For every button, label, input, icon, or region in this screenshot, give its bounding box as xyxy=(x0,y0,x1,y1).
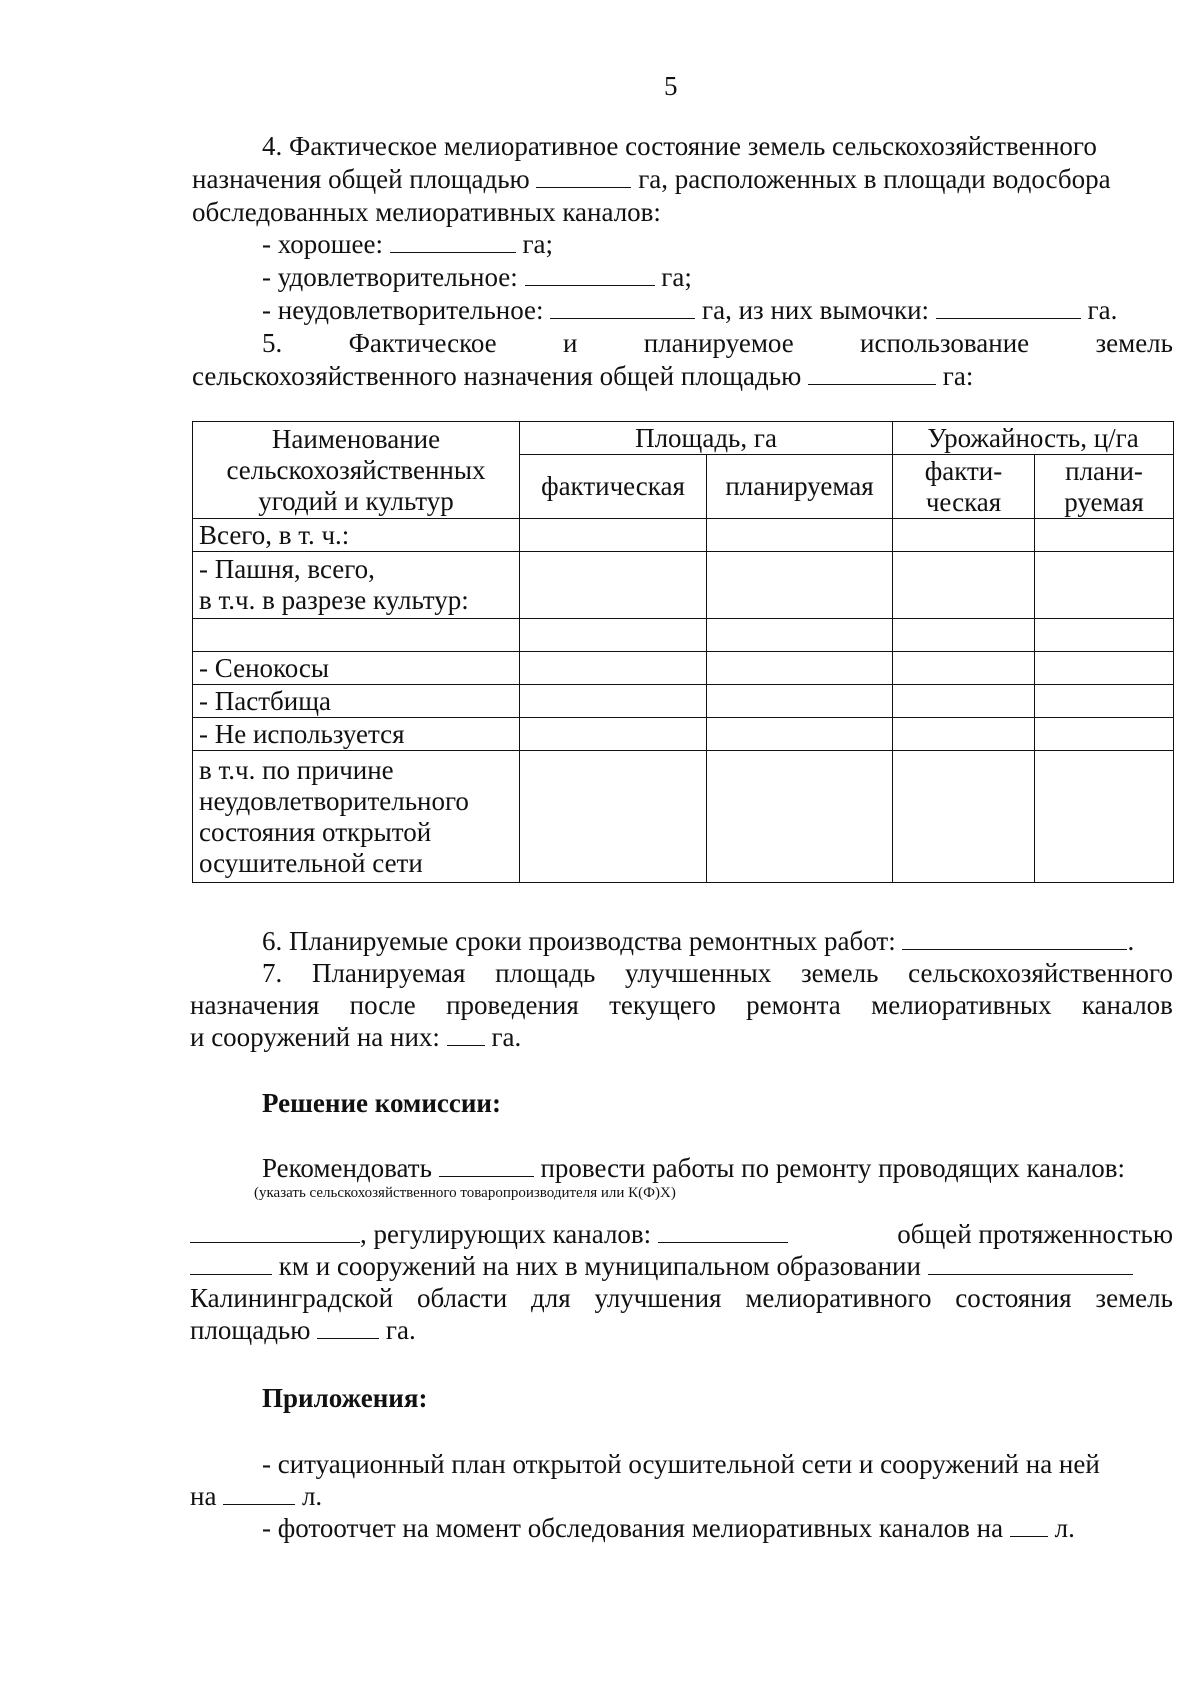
item4-line1: 4. Фактическое мелиоративное состояние земель сельскохозяйственного xyxy=(262,131,1097,161)
decision-line2 xyxy=(190,1218,1173,1250)
waterlogging-unit: га. xyxy=(1087,295,1118,325)
row-label-line: в т.ч. в разрезе культур: xyxy=(199,585,469,615)
recommend-blank xyxy=(439,1152,534,1177)
header-area: Площадь, га xyxy=(520,422,893,455)
regulating-blank xyxy=(658,1218,788,1243)
item5-word: и xyxy=(562,328,578,358)
waterlogging-blank xyxy=(936,294,1081,319)
item6-label: 6. Планируемые сроки производства ремонтных работ: xyxy=(262,926,896,956)
item6-blank xyxy=(902,925,1127,950)
area-label: площадью xyxy=(190,1315,311,1345)
table-cell xyxy=(707,685,893,718)
recommend-label: Рекомендовать xyxy=(262,1153,432,1183)
item7-line3 xyxy=(190,1021,521,1053)
table-row xyxy=(193,718,1174,751)
item7-word: Планируемая xyxy=(311,958,466,988)
regulating-label: , регулирующих каналов: xyxy=(360,1219,652,1249)
decision-line3 xyxy=(190,1250,1133,1282)
item4-area-label: назначения общей площадью xyxy=(192,164,530,194)
header-area-fact: фактическая xyxy=(520,455,707,519)
good-unit: га; xyxy=(522,229,554,259)
item6-line xyxy=(262,925,1134,957)
table-row xyxy=(193,519,1174,552)
item7-area-unit: га. xyxy=(491,1022,522,1052)
decision-word: Калининградской xyxy=(190,1283,394,1313)
appendix2-blank xyxy=(1010,1512,1048,1537)
decision-title: Решение комиссии: xyxy=(262,1088,501,1118)
unsatisfactory-label: - неудовлетворительное: xyxy=(262,295,544,325)
table-cell xyxy=(893,519,1035,552)
header-yield-fact-line: ческая xyxy=(925,486,1002,517)
satisfactory-unit: га; xyxy=(661,262,692,292)
header-name-line: сельскохозяйственных xyxy=(226,454,486,485)
table-cell xyxy=(893,619,1035,652)
row-label-line: осушительной сети xyxy=(199,847,423,878)
table-cell xyxy=(520,519,707,552)
area-blank xyxy=(317,1314,379,1339)
satisfactory-label: - удовлетворительное: xyxy=(262,262,518,292)
row-label: - Пастбища xyxy=(193,685,520,718)
table-cell xyxy=(520,552,707,619)
waterlogging-label: га, из них вымочки: xyxy=(702,295,930,325)
item7-word: каналов xyxy=(1081,990,1173,1020)
table-cell xyxy=(893,718,1035,751)
item5-word: 5. xyxy=(262,328,283,358)
decision-line4 xyxy=(190,1282,1173,1314)
table-cell xyxy=(520,685,707,718)
header-yield-fact xyxy=(893,455,1035,519)
appendix1-on: на xyxy=(190,1481,217,1511)
item5-area-blank xyxy=(808,360,936,385)
table-cell xyxy=(520,619,707,652)
appendix1-unit: л. xyxy=(301,1481,323,1511)
appendices-title: Приложения: xyxy=(262,1383,428,1413)
recommend-rest: провести работы по ремонту проводящих каналов: xyxy=(540,1153,1126,1183)
item7-word: площадь xyxy=(495,958,596,988)
item4-satisfactory xyxy=(262,261,692,293)
header-name-line: угодий и культур xyxy=(258,485,454,516)
appendix1-line2 xyxy=(190,1480,322,1512)
municipality-blank xyxy=(928,1250,1133,1275)
land-use-table xyxy=(192,421,1174,883)
item5-word: планируемое xyxy=(643,328,794,358)
item7-word: проведения xyxy=(446,990,579,1020)
table-cell xyxy=(707,619,893,652)
appendix2-label: - фотоотчет на момент обследования мелиоративных каналов на xyxy=(262,1513,1004,1543)
item5-area-unit: га: xyxy=(942,361,974,391)
row-label: - Не используется xyxy=(193,718,520,751)
header-yield-plan xyxy=(1035,455,1174,519)
item7-word: текущего xyxy=(609,990,716,1020)
table-cell xyxy=(893,552,1035,619)
table-row xyxy=(193,652,1174,685)
table-cell xyxy=(1035,552,1174,619)
row-label-line: в т.ч. по причине xyxy=(199,754,394,785)
decision-note: (указать сельскохозяйственного товаропроизводителя или К(Ф)Х) xyxy=(254,1185,676,1201)
table-cell xyxy=(1035,685,1174,718)
table-cell xyxy=(707,718,893,751)
row-label xyxy=(193,619,520,652)
header-area-plan: планируемая xyxy=(707,455,893,519)
table-cell xyxy=(707,751,893,883)
item5-word: Фактическое xyxy=(348,328,497,358)
table-cell xyxy=(893,685,1035,718)
item7-line1 xyxy=(262,957,1173,989)
page-number: 5 xyxy=(664,71,678,101)
item4-area-unit: га, расположенных в площади водосбора xyxy=(638,164,1111,194)
item7-word: назначения xyxy=(190,990,320,1020)
item5-area-label: сельскохозяйственного назначения общей площадью xyxy=(192,361,802,391)
decision-word: улучшения xyxy=(594,1283,722,1313)
table-cell xyxy=(520,652,707,685)
table-cell xyxy=(707,519,893,552)
item7-word: после xyxy=(349,990,416,1020)
unsatisfactory-blank xyxy=(550,294,695,319)
row-label-line: - Пашня, всего, xyxy=(199,554,375,584)
table-header-row xyxy=(193,422,1174,455)
table-row xyxy=(193,619,1174,652)
length-blank xyxy=(190,1250,272,1275)
header-yield-fact-line: факти- xyxy=(924,455,1003,486)
table-row xyxy=(193,751,1174,883)
row-label xyxy=(193,552,520,619)
area-unit: га. xyxy=(385,1315,416,1345)
decision-word: для xyxy=(531,1283,571,1313)
row-label-line: неудовлетворительного xyxy=(199,785,469,816)
appendix1-blank xyxy=(223,1480,295,1505)
table-cell xyxy=(707,552,893,619)
item6-end: . xyxy=(1127,926,1135,956)
row-label: Всего, в т. ч.: xyxy=(193,519,520,552)
item7-area-blank xyxy=(447,1021,485,1046)
decision-line5 xyxy=(190,1314,416,1346)
table-cell xyxy=(1035,751,1174,883)
item7-word: ремонта xyxy=(746,990,841,1020)
municipality-label: км и сооружений на них в муниципальном образовании xyxy=(278,1251,921,1281)
decision-word: области xyxy=(416,1283,508,1313)
item4-unsatisfactory xyxy=(262,294,1150,326)
header-yield: Урожайность, ц/га xyxy=(893,422,1174,455)
table-cell xyxy=(1035,619,1174,652)
item7-word: земель xyxy=(800,958,879,988)
satisfactory-blank xyxy=(525,261,655,286)
appendix1-line1: - ситуационный план открытой осушительной сети и сооружений на ней xyxy=(262,1449,1100,1479)
table-cell xyxy=(893,652,1035,685)
item7-word: улучшенных xyxy=(625,958,772,988)
item7-word: сельскохозяйственного xyxy=(908,958,1173,988)
decision-line1 xyxy=(262,1152,1125,1184)
decision-word: мелиоративного xyxy=(745,1283,932,1313)
item7-word: мелиоративных xyxy=(871,990,1052,1020)
total-length-label: общей протяженностью xyxy=(897,1219,1173,1249)
decision-word: состояния xyxy=(955,1283,1072,1313)
table-row xyxy=(193,552,1174,619)
table-cell xyxy=(1035,718,1174,751)
item7-area-label: и сооружений на них: xyxy=(190,1022,440,1052)
item5-word: использование xyxy=(860,328,1030,358)
row-label: - Сенокосы xyxy=(193,652,520,685)
appendix2-unit: л. xyxy=(1054,1513,1075,1543)
good-label: - хорошее: xyxy=(262,229,383,259)
decision-word: земель xyxy=(1095,1283,1173,1313)
header-yield-plan-line: руемая xyxy=(1064,486,1144,517)
item5-word: земель xyxy=(1095,328,1173,358)
decision-blank-a xyxy=(190,1218,360,1243)
appendix2-line xyxy=(262,1512,1075,1544)
table-cell xyxy=(520,718,707,751)
item7-line2 xyxy=(190,989,1173,1021)
table-cell xyxy=(1035,652,1174,685)
row-label xyxy=(193,751,520,883)
header-yield-plan-line: плани- xyxy=(1065,455,1143,486)
table-cell xyxy=(893,751,1035,883)
row-label-line: состояния открытой xyxy=(199,816,432,847)
header-name-line: Наименование xyxy=(271,423,441,454)
item4-line3: обследованных мелиоративных каналов: xyxy=(192,197,661,227)
table-cell xyxy=(707,652,893,685)
item4-area-blank xyxy=(536,163,631,188)
item5-line2 xyxy=(192,360,973,392)
item5-line1 xyxy=(262,327,1173,359)
item4-good xyxy=(262,228,553,260)
good-blank xyxy=(390,228,516,253)
item4-line2 xyxy=(192,163,1173,195)
table-cell xyxy=(1035,519,1174,552)
table-row xyxy=(193,685,1174,718)
table-cell xyxy=(520,751,707,883)
item7-word: 7. xyxy=(262,958,283,988)
header-name xyxy=(193,422,520,519)
